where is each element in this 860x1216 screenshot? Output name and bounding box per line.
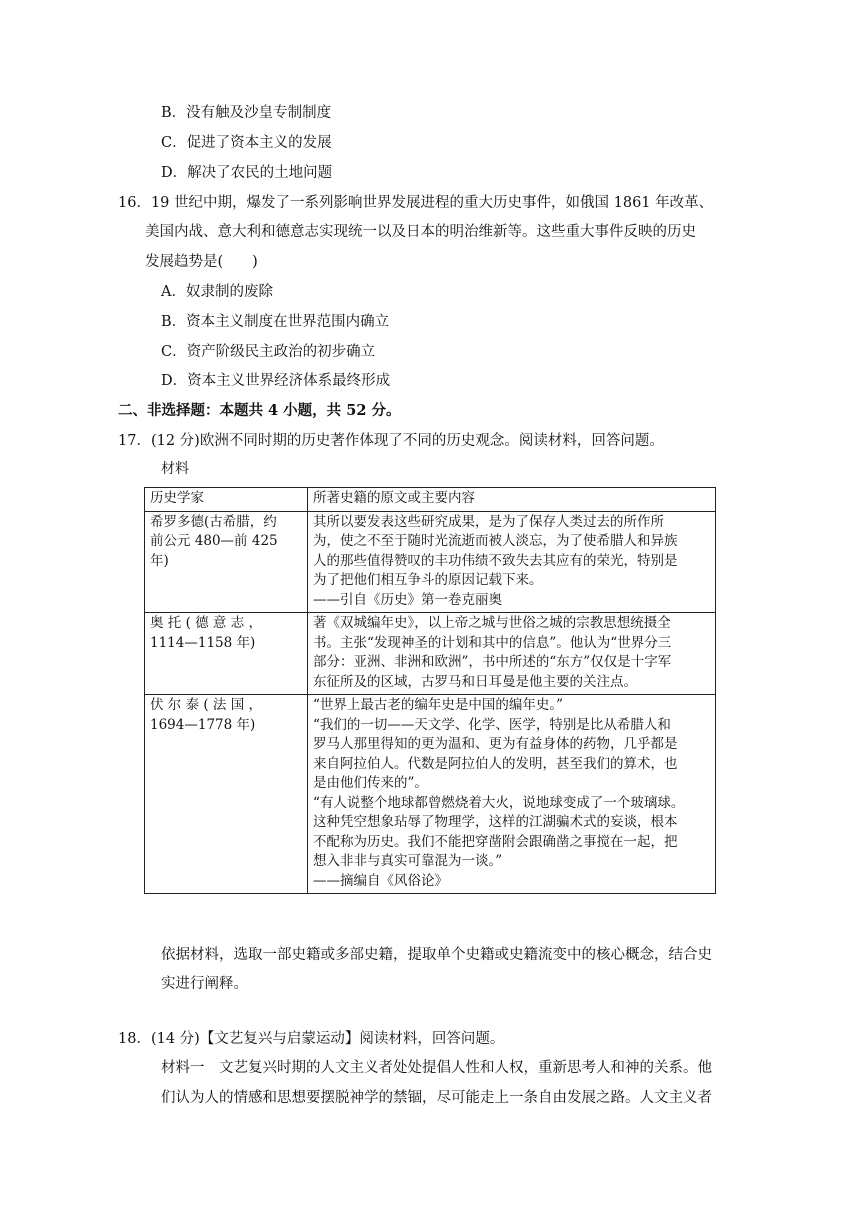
content-line: 其所以要发表这些研究成果，是为了保存人类过去的所作所 xyxy=(313,513,664,530)
q15-option-b: B．没有触及沙皇专制制度 xyxy=(161,105,332,121)
historian-line: 前公元 480—前 425 xyxy=(150,533,278,549)
content-line: “我们的一切——天文学、化学、医学，特别是比从希腊人和 xyxy=(313,716,671,733)
q18-stem: 18．(14 分)【文艺复兴与启蒙运动】阅读材料，回答问题。 xyxy=(118,1031,505,1047)
content-line: 不配称为历史。我们不能把穿凿附会跟确凿之事搅在一起，把 xyxy=(313,833,678,850)
content-line: “世界上最古老的编年史是中国的编年史。” xyxy=(313,697,564,713)
historian-cell xyxy=(145,511,308,613)
q16-option-b: B．资本主义制度在世界范围内确立 xyxy=(161,314,390,330)
content-line: “有人说整个地球都曾燃烧着大火，说地球变成了一个玻璃球。 xyxy=(313,794,685,811)
q16-option-c: C．资产阶级民主政治的初步确立 xyxy=(161,344,376,360)
content-line: 这种凭空想象玷辱了物理学，这样的江湖骗术式的妄谈，根本 xyxy=(313,814,678,830)
content-line: 想入非非与真实可靠混为一谈。” xyxy=(313,853,503,869)
historian-line: 希罗多德(古希腊，约 xyxy=(150,513,277,530)
content-cell xyxy=(308,613,716,695)
q18-material-line1: 材料一 文艺复兴时期的人文主义者处处提倡人性和人权，重新思考人和神的关系。他 xyxy=(161,1060,712,1076)
content-source: ——摘编自《风俗论》 xyxy=(313,872,448,889)
table-row xyxy=(145,613,716,695)
content-line: 东征所及的区域，古罗马和日耳曼是他主要的关注点。 xyxy=(313,673,637,690)
content-line: 罗马人那里得知的更为温和、更为有益身体的药物，几乎都是 xyxy=(313,736,678,752)
historian-cell xyxy=(145,695,308,894)
q15-option-c: C．促进了资本主义的发展 xyxy=(161,135,332,151)
content-line: 为了把他们相互争斗的原因记载下来。 xyxy=(313,572,543,588)
table-header-row xyxy=(145,488,716,512)
q15-option-d: D．解决了农民的土地问题 xyxy=(161,165,333,181)
historian-line: 奥 托 ( 德 意 志 ， xyxy=(150,615,263,631)
content-source: ——引自《历史》第一卷克丽奥 xyxy=(313,591,502,608)
historian-line: 1694—1778 年) xyxy=(150,716,256,733)
q16-option-d: D．资本主义世界经济体系最终形成 xyxy=(161,373,391,389)
content-line: 是由他们传来的”。 xyxy=(313,775,428,791)
section-heading: 二、非选择题：本题共 4 小题，共 52 分。 xyxy=(118,402,401,419)
historian-line: 伏 尔 泰 ( 法 国 ， xyxy=(150,697,263,713)
content-line: 来自阿拉伯人。代数是阿拉伯人的发明，甚至我们的算术，也 xyxy=(313,755,678,772)
content-line: 人的那些值得赞叹的丰功伟绩不致失去其应有的荣光，特别是 xyxy=(313,552,678,569)
historian-cell xyxy=(145,613,308,695)
q16-option-a: A．奴隶制的废除 xyxy=(161,284,273,300)
content-line: 为，使之不至于随时光流逝而被人淡忘，为了使希腊人和异族 xyxy=(313,533,678,549)
content-cell xyxy=(308,695,716,894)
q18-material-line2: 们认为人的情感和思想要摆脱神学的禁锢，尽可能走上一条自由发展之路。人文主义者 xyxy=(161,1090,712,1106)
table-row xyxy=(145,511,716,613)
content-cell xyxy=(308,511,716,613)
material-label: 材料 xyxy=(161,461,189,477)
table-row xyxy=(145,695,716,894)
q17-question-line1: 依据材料，选取一部史籍或多部史籍，提取单个史籍或史籍流变中的核心概念，结合史 xyxy=(161,947,712,963)
historian-line: 1114—1158 年) xyxy=(150,634,256,651)
content-line: 书。主张“发现神圣的计划和其中的信息”。他认为“世界分三 xyxy=(313,634,672,651)
q17-question-line2: 实进行阐释。 xyxy=(161,976,248,992)
q16-stem-line3: 发展趋势是( ) xyxy=(145,254,258,270)
historian-line: 年) xyxy=(150,552,169,569)
q17-stem: 17．(12 分)欧洲不同时期的历史著作体现了不同的历史观念。阅读材料，回答问题。 xyxy=(118,433,664,449)
q16-stem-line1: 16．19 世纪中期，爆发了一系列影响世界发展进程的重大历史事件，如俄国 1861 年改革、 xyxy=(118,195,714,211)
table-header-content: 所著史籍的原文或主要内容 xyxy=(308,488,716,512)
table-header-historian: 历史学家 xyxy=(145,488,308,512)
q16-stem-line2: 美国内战、意大利和德意志实现统一以及日本的明治维新等。这些重大事件反映的历史 xyxy=(145,224,696,240)
historian-table xyxy=(144,487,716,894)
content-line: 部分：亚洲、非洲和欧洲”，书中所述的“东方”仅仅是十字军 xyxy=(313,654,672,670)
content-line: 著《双城编年史》，以上帝之城与世俗之城的宗教思想统摄全 xyxy=(313,615,671,631)
